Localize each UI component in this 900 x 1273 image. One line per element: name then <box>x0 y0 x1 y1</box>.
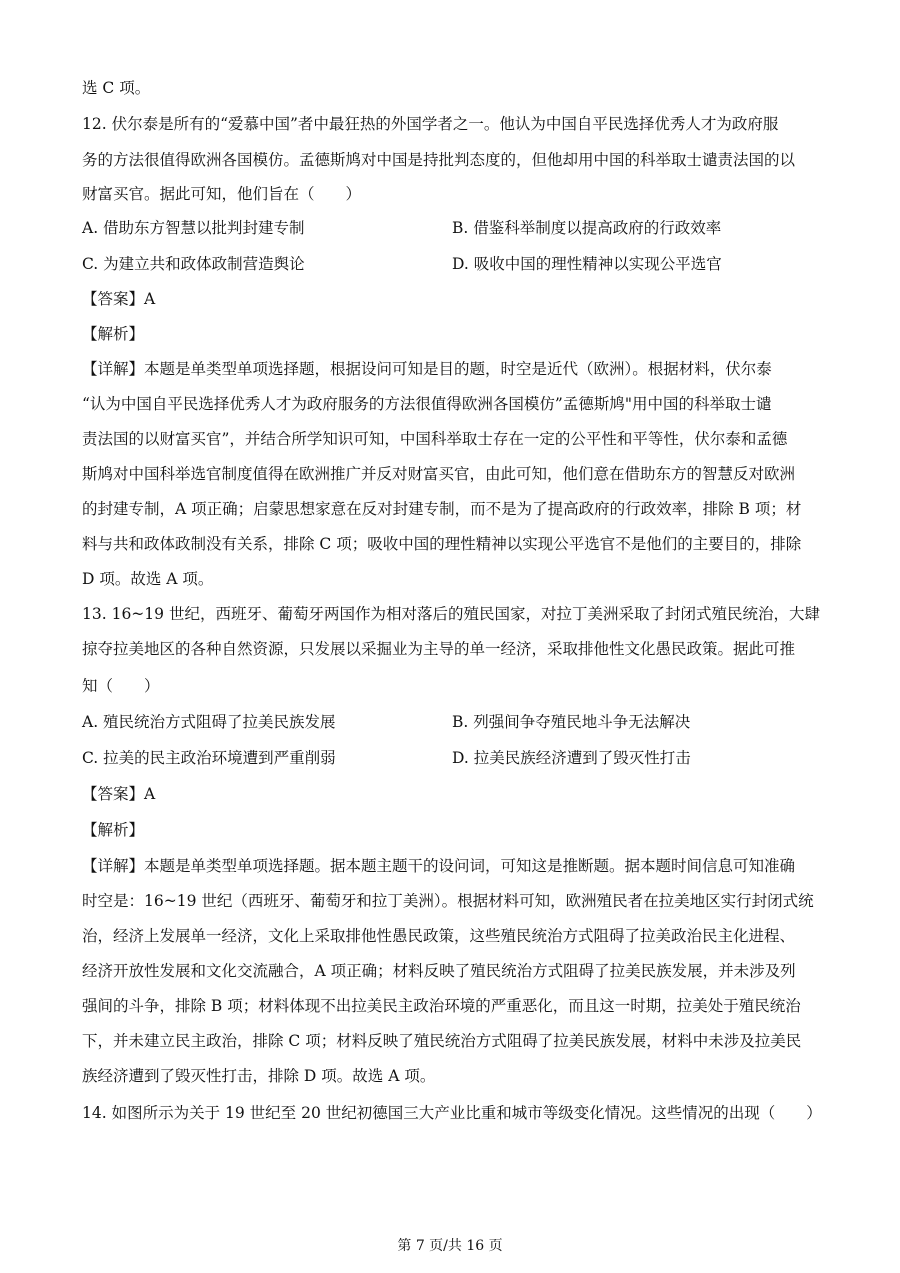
q13-detail-line-3: 治，经济上发展单一经济，文化上采取排他性愚民政策，这些殖民统治方式阻碍了拉美政治民主化进程、 <box>82 927 796 945</box>
q12-option-d: D. 吸收中国的理性精神以实现公平选官 <box>452 255 722 273</box>
q12-detail-line-4: 斯鸠对中国科举选官制度值得在欧洲推广并反对财富买官，由此可知，他们意在借助东方的智慧反对欧洲 <box>82 465 796 483</box>
q12-detail-line-3: 责法国的以财富买官”，并结合所学知识可知，中国科举取士存在一定的公平性和平等性，伏尔泰和孟德 <box>82 430 788 448</box>
q14-stem: 14. 如图所示为关于 19 世纪至 20 世纪初德国三大产业比重和城市等级变化情况。这些情况的出现（ ） <box>82 1104 822 1122</box>
q13-option-c: C. 拉美的民主政治环境遭到严重削弱 <box>82 749 336 767</box>
q13-option-b: B. 列强间争夺殖民地斗争无法解决 <box>452 713 691 731</box>
q12-detail-line-1: 【详解】本题是单类型单项选择题，根据设问可知是目的题，时空是近代（欧洲）。根据材料，伏尔泰 <box>82 360 772 378</box>
q13-detail-line-5: 强间的斗争，排除 B 项；材料体现不出拉美民主政治环境的严重恶化，而且这一时期，拉美处于殖民统治 <box>82 997 801 1015</box>
q13-detail-line-7: 族经济遭到了毁灭性打击，排除 D 项。故选 A 项。 <box>82 1067 436 1085</box>
q12-detail-line-6: 料与共和政体政制没有关系，排除 C 项；吸收中国的理性精神以实现公平选官不是他们的主要目的，排除 <box>82 535 802 553</box>
q13-analysis-label: 【解析】 <box>82 821 145 839</box>
page-footer: 第 7 页/共 16 页 <box>397 1238 503 1254</box>
q13-detail-line-2: 时空是：16~19 世纪（西班牙、葡萄牙和拉丁美洲）。根据材料可知，欧洲殖民者在拉美地区实行封闭式统 <box>82 892 814 910</box>
q13-stem-line-3: 知（ ） <box>82 677 160 695</box>
q12-stem-line-1: 12. 伏尔泰是所有的“爱慕中国”者中最狂热的外国学者之一。他认为中国自平民选择优秀人才为政府服 <box>82 115 779 133</box>
q12-stem-line-3: 财富买官。据此可知，他们旨在（ ） <box>82 185 362 203</box>
q12-option-c: C. 为建立共和政体政制营造舆论 <box>82 255 305 273</box>
q12-stem-line-2: 务的方法很值得欧洲各国模仿。孟德斯鸠对中国是持批判态度的，但他却用中国的科举取士谴责法国的以 <box>82 151 796 169</box>
q13-answer: 【答案】A <box>82 785 156 803</box>
q12-detail-line-2: “认为中国自平民选择优秀人才为政府服务的方法很值得欧洲各国模仿”孟德斯鸠"用中国的科举取士谴 <box>82 395 772 413</box>
q12-answer: 【答案】A <box>82 290 156 308</box>
previous-answer-tail: 选 C 项。 <box>82 79 151 97</box>
q13-detail-line-1: 【详解】本题是单类型单项选择题。据本题主题干的设问词，可知这是推断题。据本题时间信息可知准确 <box>82 857 796 875</box>
q13-detail-line-6: 下，并未建立民主政治，排除 C 项；材料反映了殖民统治方式阻碍了拉美民族发展，材料中未涉及拉美民 <box>82 1032 802 1050</box>
q13-stem-line-1: 13. 16~19 世纪，西班牙、葡萄牙两国作为相对落后的殖民国家，对拉丁美洲采取了封闭式殖民统治，大肆 <box>82 605 820 623</box>
q12-detail-line-5: 的封建专制，A 项正确；启蒙思想家意在反对封建专制，而不是为了提高政府的行政效率，排除 B 项；材 <box>82 500 802 518</box>
q13-detail-line-4: 经济开放性发展和文化交流融合，A 项正确；材料反映了殖民统治方式阻碍了拉美民族发展，并未涉及列 <box>82 962 796 980</box>
q12-detail-line-7: D 项。故选 A 项。 <box>82 570 214 588</box>
q12-option-a: A. 借助东方智慧以批判封建专制 <box>82 219 305 237</box>
q13-option-a: A. 殖民统治方式阻碍了拉美民族发展 <box>82 713 336 731</box>
q12-option-b: B. 借鉴科举制度以提高政府的行政效率 <box>452 219 722 237</box>
q12-analysis-label: 【解析】 <box>82 325 145 343</box>
q13-option-d: D. 拉美民族经济遭到了毁灭性打击 <box>452 749 691 767</box>
q13-stem-line-2: 掠夺拉美地区的各种自然资源，只发展以采掘业为主导的单一经济，采取排他性文化愚民政策。据此可推 <box>82 640 796 658</box>
